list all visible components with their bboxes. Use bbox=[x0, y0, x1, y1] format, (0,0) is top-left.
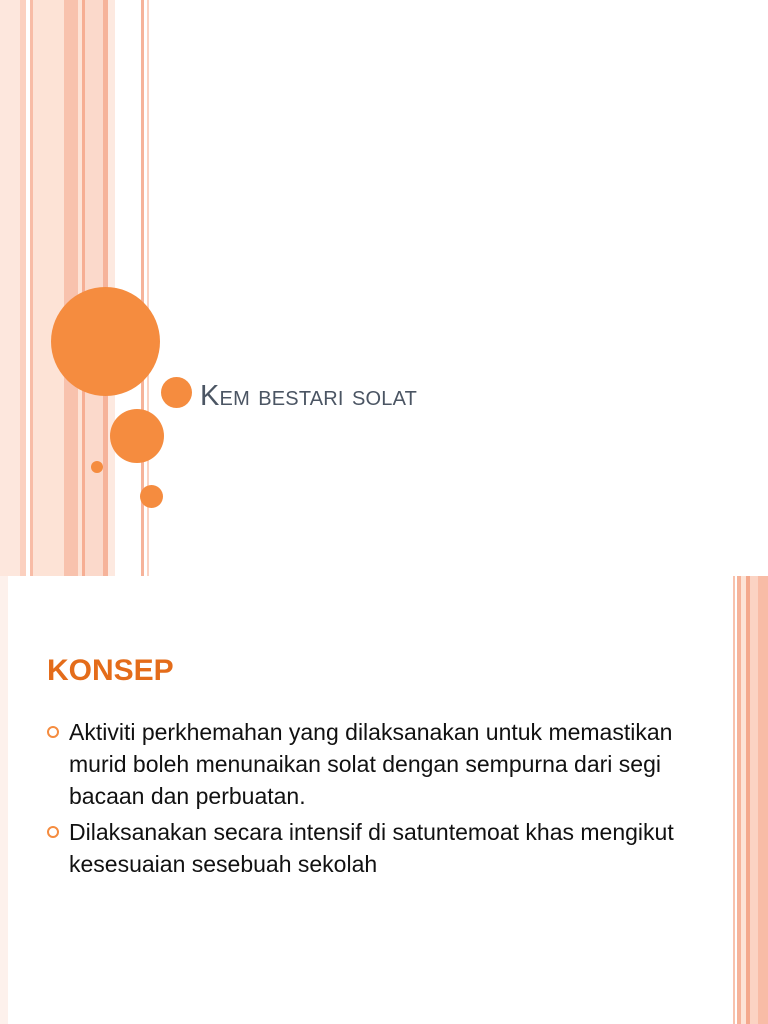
list-item bbox=[47, 716, 687, 812]
decorative-stripe bbox=[758, 576, 768, 1024]
bullet-text: Dilaksanakan secara intensif di satuntemoat khas mengikut kesesuaian sesebuah sekolah bbox=[69, 819, 674, 877]
decorative-stripe bbox=[733, 576, 735, 1024]
decorative-circle bbox=[140, 485, 163, 508]
decorative-circle bbox=[110, 409, 164, 463]
decorative-circle-large bbox=[51, 287, 160, 396]
bullet-text: Aktiviti perkhemahan yang dilaksanakan untuk memastikan murid boleh menunaikan solat dengan sempurna dari segi bacaan dan perbuatan. bbox=[69, 719, 673, 809]
decorative-stripe bbox=[64, 0, 78, 576]
slide-heading: KONSEP bbox=[47, 654, 174, 687]
bullet-list bbox=[47, 716, 687, 884]
decorative-circle bbox=[161, 377, 192, 408]
decorative-stripe bbox=[0, 0, 20, 576]
decorative-stripe bbox=[750, 576, 758, 1024]
circle-bullet-icon bbox=[47, 726, 59, 738]
decorative-stripe bbox=[0, 576, 8, 1024]
list-item bbox=[47, 816, 687, 880]
circle-bullet-icon bbox=[47, 826, 59, 838]
slide-title: Kem bestari solat bbox=[200, 380, 418, 412]
content-slide bbox=[0, 576, 768, 1024]
decorative-stripe bbox=[33, 0, 64, 576]
decorative-circle-small bbox=[91, 461, 103, 473]
